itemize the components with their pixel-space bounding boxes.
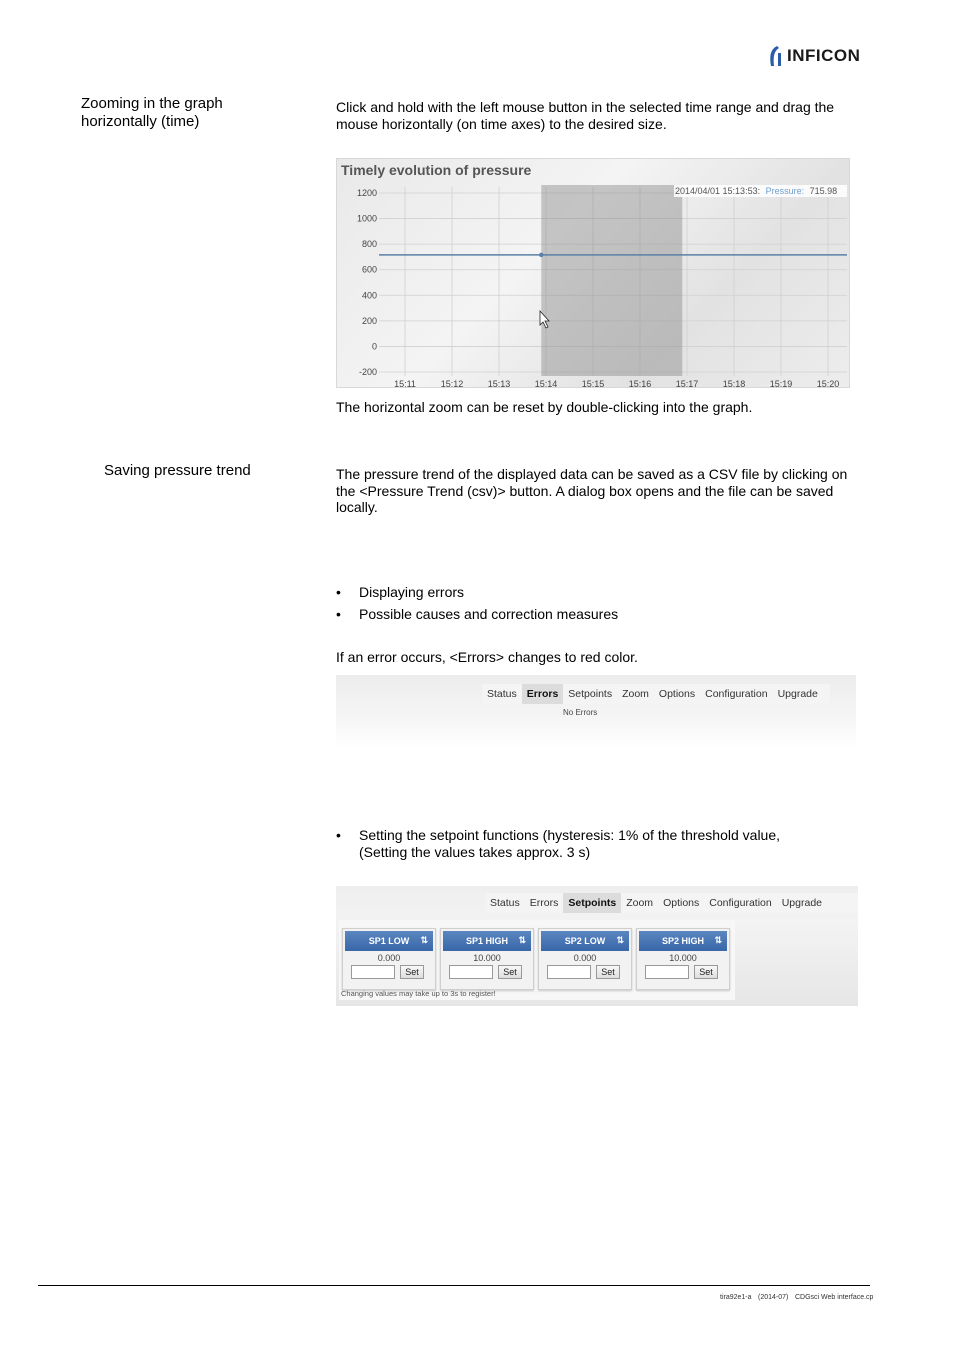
y-tick-label: 1000: [356, 213, 377, 224]
y-tick-label: -200: [358, 367, 377, 377]
bullet-text: Displaying errors: [359, 584, 465, 600]
save-heading: Saving pressure trend: [104, 462, 251, 479]
setpoint-label: SP2 HIGH: [661, 936, 704, 946]
tab-setpoints[interactable]: Setpoints: [563, 893, 621, 913]
tab-errors[interactable]: Errors: [522, 684, 564, 704]
footer-title: CDGsci Web interface.cp: [795, 1294, 874, 1301]
logo-text: INFICON: [787, 46, 861, 65]
errors-nav-bar: [482, 684, 830, 704]
setpoint-input[interactable]: [449, 965, 493, 979]
pressure-chart-screenshot: [336, 158, 850, 388]
bullet-displaying-errors: • Displaying errors: [336, 584, 465, 600]
setpoint-value: 10.000: [669, 953, 697, 963]
setpoint-header: [443, 931, 531, 951]
y-tick-label: 1200: [356, 188, 377, 198]
footer-doc-number: tira92e1-a: [720, 1294, 752, 1301]
chart-tooltip: [674, 185, 847, 197]
expand-icon[interactable]: ⇅: [616, 935, 624, 945]
setpoints-note: Changing values may take up to 3s to register!: [341, 989, 496, 998]
bullet-causes: • Possible causes and correction measures: [336, 606, 619, 622]
setpoint-value: 0.000: [573, 953, 597, 963]
x-tick-label: 15:14: [534, 379, 558, 389]
zoom-heading: [81, 95, 223, 131]
setpoint-value: 10.000: [473, 953, 501, 963]
tooltip-time: 2014/04/01 15:13:53:: [675, 186, 761, 196]
setpoint-input[interactable]: [351, 965, 395, 979]
footer-date: (2014-07): [758, 1294, 789, 1301]
zoom-description: [336, 99, 866, 132]
setpoint-card-sp2-low: [538, 928, 632, 990]
setpoint-card-sp1-low: [342, 928, 436, 990]
y-tick-label: 400: [361, 290, 377, 301]
save-description: [336, 466, 866, 516]
inficon-logo: [767, 45, 860, 67]
setpoint-input[interactable]: [547, 965, 591, 979]
set-button[interactable]: Set: [498, 965, 522, 979]
setpoint-label: SP2 LOW: [564, 936, 606, 946]
errors-note: If an error occurs, <Errors> changes to red color.: [336, 649, 638, 665]
tab-upgrade[interactable]: Upgrade: [777, 688, 818, 700]
expand-icon[interactable]: ⇅: [518, 935, 526, 945]
footer-divider: [38, 1285, 870, 1286]
setpoint-label: SP1 HIGH: [465, 936, 508, 946]
setpoint-header: [345, 931, 433, 951]
setpoint-value: 0.000: [377, 953, 401, 963]
setpoints-nav-bar: [485, 893, 858, 913]
set-button[interactable]: Set: [694, 965, 718, 979]
inficon-logo-icon: [767, 45, 785, 67]
x-tick-label: 15:20: [816, 379, 840, 389]
y-tick-label: 600: [361, 264, 377, 275]
set-button[interactable]: Set: [400, 965, 424, 979]
no-errors-message: No Errors: [563, 708, 598, 717]
set-button[interactable]: Set: [596, 965, 620, 979]
tab-status[interactable]: Status: [487, 688, 517, 700]
setpoint-input[interactable]: [645, 965, 689, 979]
x-tick-label: 15:18: [722, 379, 746, 389]
setpoint-card-sp1-high: [440, 928, 534, 990]
zoom-text-line1: Click and hold with the left mouse button in the selected time range and drag the: [336, 99, 835, 115]
tooltip-value: 715.98: [809, 186, 838, 196]
y-tick-label: 800: [361, 239, 377, 250]
x-tick-label: 15:16: [628, 379, 652, 389]
bullet-text-line2: (Setting the values takes approx. 3 s): [359, 844, 591, 860]
errors-tab-screenshot: [336, 675, 856, 749]
y-tick-label: 0: [371, 341, 377, 352]
x-tick-label: 15:15: [581, 379, 605, 389]
chart-title: Timely evolution of pressure: [341, 162, 532, 178]
expand-icon[interactable]: ⇅: [420, 935, 428, 945]
tooltip-label: Pressure:: [765, 186, 805, 196]
zoom-selection-area[interactable]: [541, 185, 682, 376]
setpoints-tab-screenshot: [336, 886, 858, 1006]
bullet-text-line1: Setting the setpoint functions (hysteresis: 1% of the threshold value,: [359, 827, 781, 843]
bullet-text: Possible causes and correction measures: [359, 606, 619, 622]
tab-configuration[interactable]: Configuration: [709, 897, 772, 909]
setpoint-label: SP1 LOW: [368, 936, 410, 946]
tab-zoom[interactable]: Zoom: [622, 688, 649, 700]
zoom-reset-text: The horizontal zoom can be reset by double-clicking into the graph.: [336, 399, 753, 415]
zoom-heading-line1: Zooming in the graph: [81, 95, 223, 112]
setpoint-header: [541, 931, 629, 951]
setpoint-card-sp2-high: [636, 928, 730, 990]
tab-upgrade[interactable]: Upgrade: [781, 897, 822, 909]
expand-icon[interactable]: ⇅: [714, 935, 722, 945]
save-text-line1: The pressure trend of the displayed data can be saved as a CSV file by clicking on: [336, 466, 848, 482]
tab-errors[interactable]: Errors: [529, 897, 559, 909]
x-tick-label: 15:19: [769, 379, 793, 389]
save-text-line3: locally.: [336, 499, 378, 515]
tab-zoom[interactable]: Zoom: [626, 897, 654, 909]
tab-status[interactable]: Status: [490, 897, 520, 909]
x-tick-label: 15:11: [394, 379, 416, 389]
zoom-text-line2: mouse horizontally (on time axes) to the desired size.: [336, 115, 667, 132]
tab-configuration[interactable]: Configuration: [705, 688, 768, 700]
zoom-heading-line2: horizontally (time): [81, 113, 200, 130]
y-tick-label: 200: [361, 315, 377, 326]
tab-setpoints[interactable]: Setpoints: [568, 688, 613, 700]
tab-options[interactable]: Options: [663, 897, 700, 909]
svg-text:2014/04/01 15:13:53: P: [675, 186, 837, 196]
pressure-chart: [337, 159, 850, 388]
bullet-setpoints: • Setting the setpoint functions (hysteresis: 1% of the threshold value, (Setting the values takes approx. 3 s): [336, 827, 781, 860]
save-text-line2: the <Pressure Trend (csv)> button. A dialog box opens and the file can be saved: [336, 482, 834, 499]
pressure-hover-point: [539, 253, 543, 257]
x-tick-label: 15:13: [487, 379, 511, 389]
setpoint-header: [639, 931, 727, 951]
x-tick-label: 15:12: [440, 379, 464, 389]
tab-options[interactable]: Options: [658, 688, 696, 700]
x-tick-label: 15:17: [675, 379, 699, 389]
